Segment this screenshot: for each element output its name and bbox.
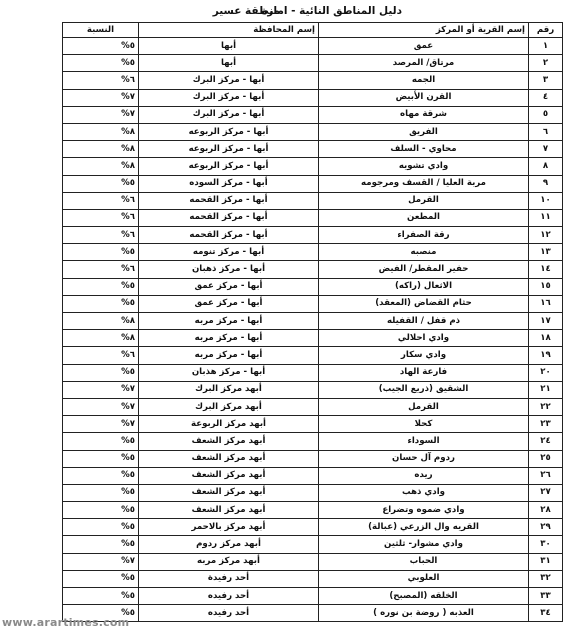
percentage-value: %٨ (63, 313, 139, 330)
percentage-value: %٥ (63, 175, 139, 192)
watermark-url: www.arartimes.com (2, 616, 130, 629)
percentage-value: %٥ (63, 38, 139, 55)
village-name: القرمل (319, 192, 529, 209)
row-number: ٢٨ (529, 502, 563, 519)
village-name: السوداء (319, 433, 529, 450)
governorate-name: أبها - مركز البرك (139, 106, 319, 123)
header-percentage: النسبة (63, 23, 139, 38)
row-number: ٣٤ (529, 605, 563, 622)
table-row (63, 450, 563, 467)
row-number: ٢٧ (529, 484, 563, 501)
village-name: شرقة مهاه (319, 106, 529, 123)
governorate-name: أبهد مركز الشعف (139, 450, 319, 467)
governorate-name: أبها - مركز القحمه (139, 192, 319, 209)
village-name: وادي سكار (319, 347, 529, 364)
governorate-name: أبهد مركز الشعف (139, 502, 319, 519)
governorate-name: أبها - مركز هذبان (139, 364, 319, 381)
governorate-name: أبهد مركز الشعف (139, 467, 319, 484)
village-name: رقة الصفراء (319, 227, 529, 244)
row-number: ٢٢ (529, 398, 563, 415)
percentage-value: %٥ (63, 570, 139, 587)
governorate-name: أبها (139, 38, 319, 55)
table-row (63, 123, 563, 140)
row-number: ٢ (529, 55, 563, 72)
row-number: ٧ (529, 141, 563, 158)
percentage-value: %٨ (63, 123, 139, 140)
table-row (63, 192, 563, 209)
document-title: دليل المناطق النائية - امارة (261, 5, 402, 17)
table-row (63, 278, 563, 295)
table-row (63, 330, 563, 347)
percentage-value: %٦ (63, 347, 139, 364)
table-row (63, 55, 563, 72)
governorate-name: أبها (139, 55, 319, 72)
village-name: وادي ضموه وتضراع (319, 502, 529, 519)
village-name: العلوبي (319, 570, 529, 587)
governorate-name: أحد رفيده (139, 588, 319, 605)
table-row (63, 398, 563, 415)
table-row (63, 227, 563, 244)
governorate-name: أبهد مركز الشعف (139, 433, 319, 450)
row-number: ١٨ (529, 330, 563, 347)
percentage-value: %٦ (63, 192, 139, 209)
header-governorate: إسم المحافظة (139, 23, 319, 38)
governorate-name: أبهد مركز البرك (139, 398, 319, 415)
table-row (63, 89, 563, 106)
percentage-value: %٨ (63, 330, 139, 347)
region-title: منطقة عسير (212, 5, 280, 17)
row-number: ٣٢ (529, 570, 563, 587)
percentage-value: %٥ (63, 55, 139, 72)
row-number: ٨ (529, 158, 563, 175)
governorate-name: أبهد مركز الربوعة (139, 416, 319, 433)
row-number: ٣ (529, 72, 563, 89)
row-number: ١٥ (529, 278, 563, 295)
percentage-value: %٦ (63, 227, 139, 244)
percentage-value: %٧ (63, 381, 139, 398)
percentage-value: %٥ (63, 502, 139, 519)
governorate-name: أحد رفيدة (139, 570, 319, 587)
percentage-value: %٧ (63, 553, 139, 570)
table-row (63, 381, 563, 398)
header-village: إسم القرية أو المركز (319, 23, 529, 38)
governorate-name: أبهد مركز الشعف (139, 484, 319, 501)
percentage-value: %٥ (63, 467, 139, 484)
village-name: حثام القضاض (المعقد) (319, 295, 529, 312)
row-number: ٢٤ (529, 433, 563, 450)
table-row (63, 416, 563, 433)
percentage-value: %٥ (63, 519, 139, 536)
village-name: ردوم آل حسان (319, 450, 529, 467)
row-number: ١٢ (529, 227, 563, 244)
village-name: الحباب (319, 553, 529, 570)
percentage-value: %٥ (63, 433, 139, 450)
table-row (63, 141, 563, 158)
village-name: كحلا (319, 416, 529, 433)
percentage-value: %٥ (63, 244, 139, 261)
governorate-name: أبها - مركز السوده (139, 175, 319, 192)
row-number: ١٩ (529, 347, 563, 364)
village-name: وادي مشوار- ثلثين (319, 536, 529, 553)
village-name: الشقيق (ذريع الجيب) (319, 381, 529, 398)
percentage-value: %٥ (63, 364, 139, 381)
governorate-name: أبها - مركز الربوعه (139, 141, 319, 158)
table-row (63, 570, 563, 587)
row-number: ٦ (529, 123, 563, 140)
village-name: حفير المقطر/ الفيض (319, 261, 529, 278)
table-row (63, 519, 563, 536)
page-header (0, 3, 580, 23)
village-name: القرمل (319, 398, 529, 415)
governorate-name: أبها - مركز ذهبان (139, 261, 319, 278)
table-row (63, 38, 563, 55)
row-number: ١٠ (529, 192, 563, 209)
percentage-value: %٦ (63, 72, 139, 89)
table-row (63, 209, 563, 226)
row-number: ١٦ (529, 295, 563, 312)
row-number: ١١ (529, 209, 563, 226)
percentage-value: %٧ (63, 398, 139, 415)
percentage-value: %٧ (63, 106, 139, 123)
village-name: القريه وال الزرعي (عبالة) (319, 519, 529, 536)
village-name: منصبه (319, 244, 529, 261)
village-name: وادي ذهب (319, 484, 529, 501)
percentage-value: %٥ (63, 295, 139, 312)
governorate-name: أبها - مركز مربه (139, 330, 319, 347)
row-number: ١ (529, 38, 563, 55)
percentage-value: %٥ (63, 536, 139, 553)
village-name: عمق (319, 38, 529, 55)
village-name: فارعة الهاد (319, 364, 529, 381)
percentage-value: %٥ (63, 484, 139, 501)
governorate-name: أبها - مركز مربه (139, 313, 319, 330)
row-number: ٢٦ (529, 467, 563, 484)
percentage-value: %٦ (63, 261, 139, 278)
row-number: ٩ (529, 175, 563, 192)
remote-areas-table (62, 22, 563, 622)
percentage-value: %٥ (63, 605, 139, 622)
governorate-name: أبهد مركز البرك (139, 381, 319, 398)
percentage-value: %٥ (63, 588, 139, 605)
percentage-value: %٨ (63, 141, 139, 158)
header-number: رقم (529, 23, 563, 38)
table-row (63, 158, 563, 175)
governorate-name: أحد رفيده (139, 605, 319, 622)
village-name: مرتاق/ المرصد (319, 55, 529, 72)
table-row (63, 553, 563, 570)
table-body (63, 38, 563, 622)
percentage-value: %٨ (63, 158, 139, 175)
row-number: ٢٥ (529, 450, 563, 467)
table-row (63, 175, 563, 192)
table-header-row (63, 23, 563, 38)
village-name: القرن الأبيض (319, 89, 529, 106)
percentage-value: %٧ (63, 89, 139, 106)
row-number: ٣٣ (529, 588, 563, 605)
row-number: ٣١ (529, 553, 563, 570)
governorate-name: أبها - مركز عمق (139, 295, 319, 312)
table-row (63, 433, 563, 450)
table-row (63, 588, 563, 605)
governorate-name: أبها - مركز القحمه (139, 227, 319, 244)
table-row (63, 295, 563, 312)
governorate-name: أبها - مركز عمق (139, 278, 319, 295)
governorate-name: أبها - مركز الربوعه (139, 158, 319, 175)
row-number: ٥ (529, 106, 563, 123)
governorate-name: أبها - مركز الربوعه (139, 123, 319, 140)
row-number: ٢٩ (529, 519, 563, 536)
table-row (63, 536, 563, 553)
table-row (63, 467, 563, 484)
governorate-name: أبها - مركز البرك (139, 72, 319, 89)
village-name: ذم قفل / القفيله (319, 313, 529, 330)
row-number: ٢١ (529, 381, 563, 398)
table-row (63, 605, 563, 622)
row-number: ٢٠ (529, 364, 563, 381)
village-name: الاثعال (راكه) (319, 278, 529, 295)
table-row (63, 347, 563, 364)
row-number: ٢٣ (529, 416, 563, 433)
row-number: ١٧ (529, 313, 563, 330)
governorate-name: أبهد مركز ردوم (139, 536, 319, 553)
governorate-name: أبها - مركز البرك (139, 89, 319, 106)
row-number: ١٤ (529, 261, 563, 278)
table-row (63, 244, 563, 261)
village-name: العذبه ( روضة بن نوره ) (319, 605, 529, 622)
village-name: الخلقه (المصبح) (319, 588, 529, 605)
table-row (63, 313, 563, 330)
percentage-value: %٦ (63, 209, 139, 226)
row-number: ٣٠ (529, 536, 563, 553)
governorate-name: أبها - مركز تنومه (139, 244, 319, 261)
governorate-name: أبها - مركز القحمه (139, 209, 319, 226)
table-row (63, 106, 563, 123)
village-name: ريده (319, 467, 529, 484)
table-row (63, 502, 563, 519)
table-row (63, 72, 563, 89)
row-number: ٤ (529, 89, 563, 106)
village-name: الفريق (319, 123, 529, 140)
percentage-value: %٥ (63, 450, 139, 467)
village-name: مربة العليا / القسف ومرجومه (319, 175, 529, 192)
village-name: محاوي - السلف (319, 141, 529, 158)
governorate-name: أبهد مركز مربه (139, 553, 319, 570)
village-name: المطعن (319, 209, 529, 226)
table-row (63, 364, 563, 381)
row-number: ١٣ (529, 244, 563, 261)
percentage-value: %٧ (63, 416, 139, 433)
table-row (63, 261, 563, 278)
governorate-name: أبها - مركز مربه (139, 347, 319, 364)
village-name: وادي تشويه (319, 158, 529, 175)
village-name: الجمه (319, 72, 529, 89)
table-row (63, 484, 563, 501)
percentage-value: %٥ (63, 278, 139, 295)
governorate-name: أبهد مركز بالاحمر (139, 519, 319, 536)
village-name: وادي احلالي (319, 330, 529, 347)
